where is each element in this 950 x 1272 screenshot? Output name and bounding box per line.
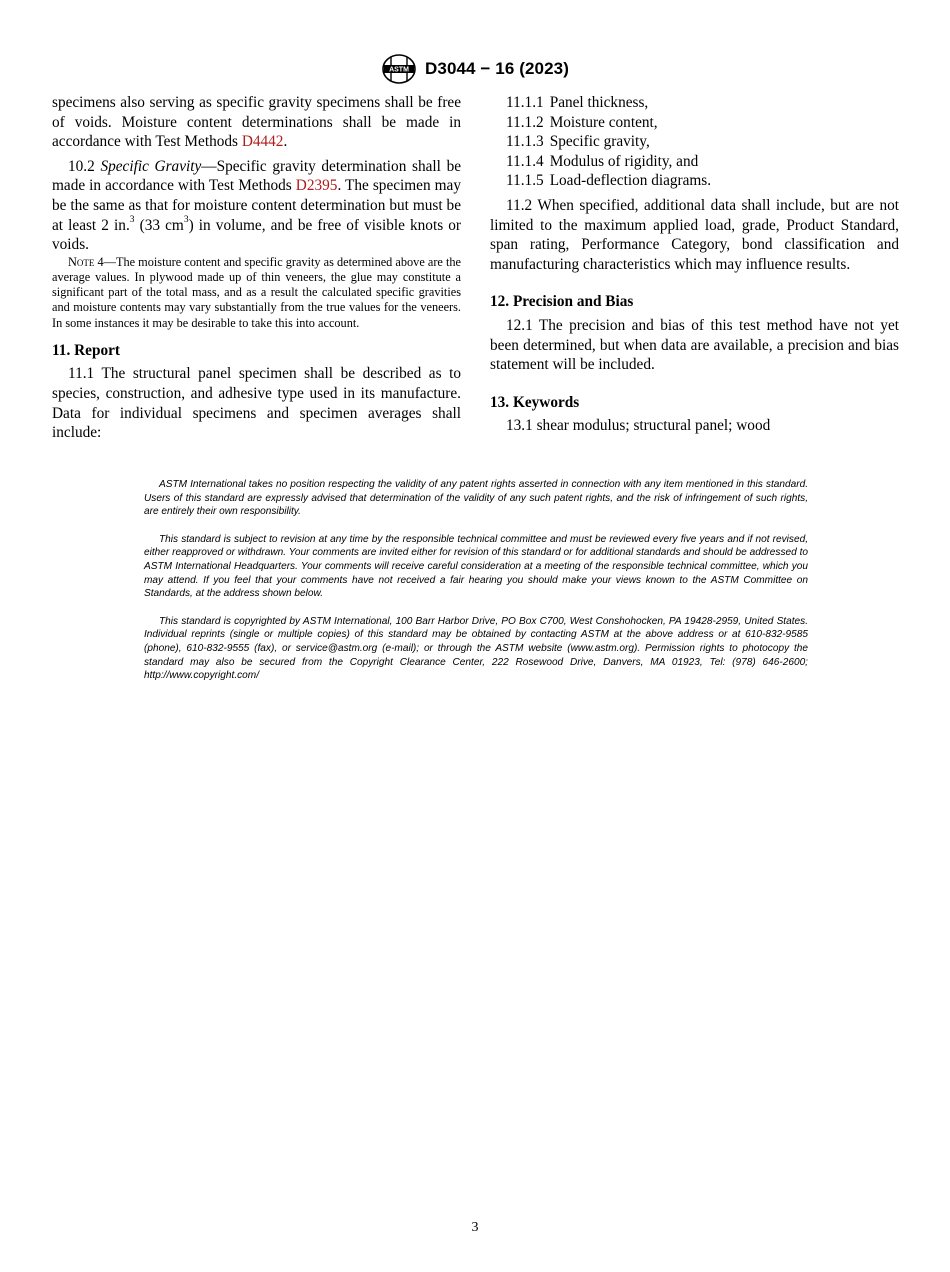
page-number: 3 [471,1220,479,1235]
list-item-text: Moisture content, [549,113,658,131]
list-item-number: 11.1.1 [506,94,544,111]
paragraph-13-1: 13.1 shear modulus; structural panel; wood [506,417,771,435]
list-item-number: 11.1.2 [506,113,544,131]
section-11-heading: 11. Report [52,341,120,359]
right-column [490,93,899,436]
list-item-text: Panel thickness, [549,94,649,111]
list-item [490,132,899,152]
list-item-number: 11.1.4 [506,152,544,170]
list-item [490,171,899,191]
list-item-number: 11.1.5 [506,172,544,190]
section-13-heading: 13. Keywords [490,393,580,411]
list-item-text: Modulus of rigidity, and [549,152,699,170]
footer-copyright-notice: This standard is copyrighted by ASTM International, 100 Barr Harbor Drive, PO Box C700, West Conshohocken, PA 19428-2959, United States. Individual reprints (single or multiple copies) of this standard may be obtained by contacting ASTM at the above address or at 610-832-9585 (phone), 610-832-9555 (fax), or service@astm.org (e-mail); or through the ASTM website (www.astm.org). Permission rights to photocopy the standard may also be secured from the Copyright Clearance Center, 222 Rosewood Drive, Danvers, MA 01923, Tel: (978) 646-2600; http://www.copyright.com/ [144,615,808,682]
section-12-heading: 12. Precision and Bias [490,293,634,311]
left-column [52,93,461,443]
page-header [0,52,950,86]
ref-link-d4442[interactable]: D4442 [241,133,284,151]
standard-designation: D3044 − 16 (2023) [425,59,569,78]
note-4: Note 4—The moisture content and specific gravity as determined above are the average values. In plywood made up of thin veneers, the glue may constitute a significant part of the total mass, and as a result the calculated specific gravities and moisture contents may vary substantially from the true values for the veneers. In some instances it may be desirable to take this into account. [52,254,461,330]
report-items-list [490,93,899,191]
footer-patent-notice: ASTM International takes no position respecting the validity of any patent rights asserted in connection with any item mentioned in this standard. Users of this standard are expressly advised that determination of the validity of any such patent rights, and the risk of infringement of such rights, are entirely their own responsibility. [144,479,808,518]
list-item-text: Specific gravity, [549,133,650,151]
list-item [490,113,899,133]
paragraph-12-1: 12.1 The precision and bias of this test method have not yet been determined, but when data are available, a precision and bias statement will be included. [490,316,899,374]
list-item-text: Load-deflection diagrams. [549,172,712,190]
astm-footer-notice [144,478,808,697]
paragraph-10-2: 10.2 Specific Gravity—Specific gravity determination shall be made in accordance with Test Methods D2395. The specimen may be the same as that for moisture content determination but must be at least 2 in.$^3$ (33 $cm^3$) in volume, and be free of visible knots or voids. [52,157,462,254]
svg-text:ASTM: ASTM [389,66,409,74]
ref-link-d2395[interactable]: D2395 [295,177,338,195]
footer-revision-notice: This standard is subject to revision at any time by the responsible technical committee and must be reviewed every five years and if not revised, either reapproved or withdrawn. Your comments are invited either for revision of this standard or for additional standards and should be addressed to ASTM International Headquarters. Your comments will receive careful consideration at a meeting of the responsible technical committee, which you may attend. If you feel that your comments have not received a fair hearing you should make your views known to the ASTM Committee on Standards, at the address shown below. [144,533,808,600]
paragraph-11-1: 11.1 The structural panel specimen shall be described as to species, construction, and adhesive type used in its manufacture. Data for individual specimens and specimen averages shall include: [52,365,461,442]
paragraph-11-2: 11.2 When specified, additional data shall include, but are not limited to the maximum applied load, grade, Product Standard, span rating, Performance Category, bond classification and manufacturing characteristics which may influence results. [490,196,899,273]
list-item [490,152,899,172]
list-item [490,93,899,113]
paragraph-10-1-cont: specimens also serving as specific gravity specimens shall be free of voids. Moisture content determinations shall be made in accordance with Test Methods D4442. [52,94,461,151]
astm-logo-icon [381,53,417,85]
list-item-number: 11.1.3 [506,133,544,151]
